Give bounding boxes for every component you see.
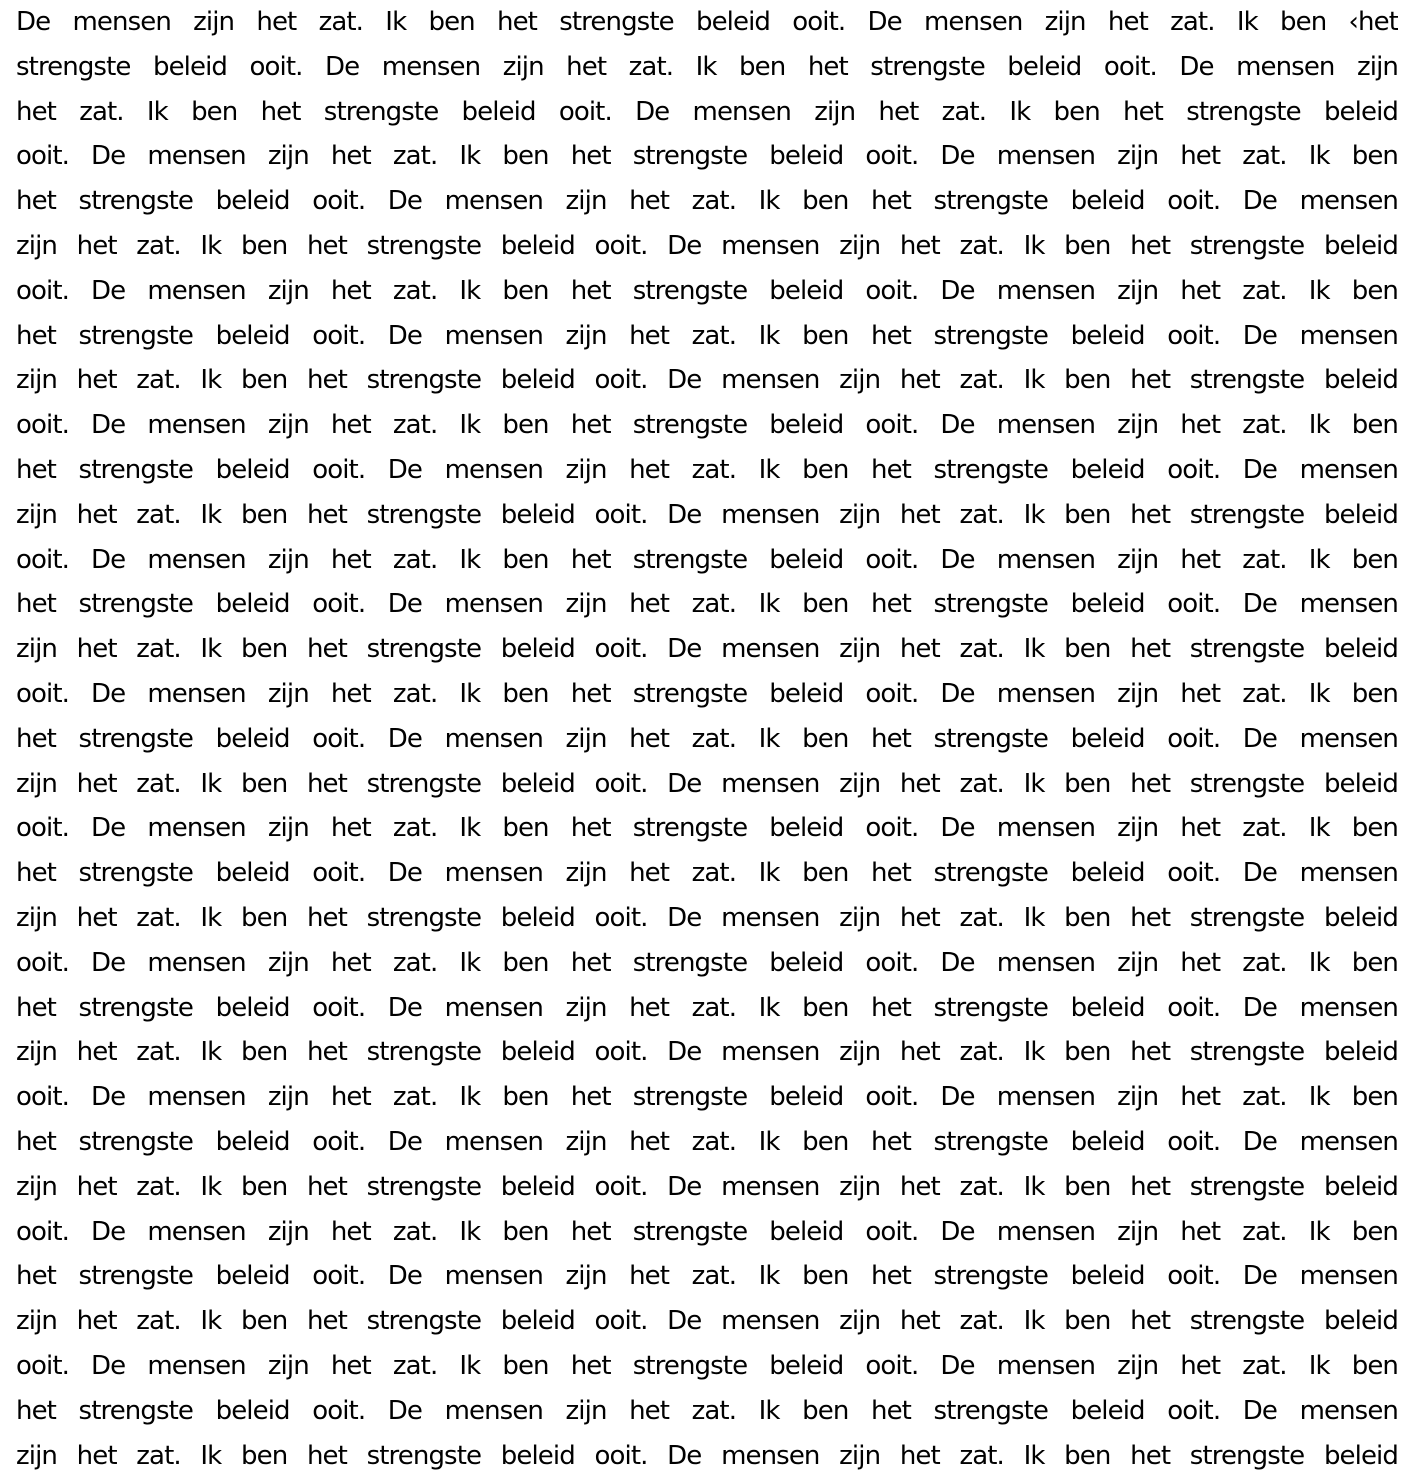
text-line: het zat. Ik ben het strengste beleid ooit. De mensen zijn het zat. Ik ben het strengste beleid — [16, 96, 1398, 127]
text-line: ooit. De mensen zijn het zat. Ik ben het strengste beleid ooit. De mensen zijn het zat. Ik ben — [16, 141, 1398, 172]
text-line: zijn het zat. Ik ben het strengste beleid ooit. De mensen zijn het zat. Ik ben het strengste beleid — [16, 365, 1398, 396]
text-line: het strengste beleid ooit. De mensen zijn het zat. Ik ben het strengste beleid ooit. De mensen — [16, 1261, 1398, 1292]
text-line: het strengste beleid ooit. De mensen zijn het zat. Ik ben het strengste beleid ooit. De mensen — [16, 454, 1398, 485]
text-line: het strengste beleid ooit. De mensen zijn het zat. Ik ben het strengste beleid ooit. De mensen — [16, 589, 1398, 620]
text-line: ooit. De mensen zijn het zat. Ik ben het strengste beleid ooit. De mensen zijn het zat. Ik ben — [16, 544, 1398, 575]
text-line: ooit. De mensen zijn het zat. Ik ben het strengste beleid ooit. De mensen zijn het zat. Ik ben — [16, 1082, 1398, 1113]
text-line: zijn het zat. Ik ben het strengste beleid ooit. De mensen zijn het zat. Ik ben het strengste beleid — [16, 1171, 1398, 1202]
text-line: zijn het zat. Ik ben het strengste beleid ooit. De mensen zijn het zat. Ik ben het strengste beleid — [16, 1037, 1398, 1068]
text-line: zijn het zat. Ik ben het strengste beleid ooit. De mensen zijn het zat. Ik ben het strengste beleid — [16, 768, 1398, 799]
text-line: zijn het zat. Ik ben het strengste beleid ooit. De mensen zijn het zat. Ik ben het strengste beleid — [16, 230, 1398, 261]
text-line: zijn het zat. Ik ben het strengste beleid ooit. De mensen zijn het zat. Ik ben het strengste beleid — [16, 499, 1398, 530]
text-line: ooit. De mensen zijn het zat. Ik ben het strengste beleid ooit. De mensen zijn het zat. Ik ben — [16, 1216, 1398, 1247]
document-body — [16, 0, 1398, 1482]
text-line: het strengste beleid ooit. De mensen zijn het zat. Ik ben het strengste beleid ooit. De mensen — [16, 723, 1398, 754]
text-line: ooit. De mensen zijn het zat. Ik ben het strengste beleid ooit. De mensen zijn het zat. Ik ben — [16, 947, 1398, 978]
text-line: De mensen zijn het zat. Ik ben het strengste beleid ooit. De mensen zijn het zat. Ik ben ‹het — [16, 7, 1398, 37]
text-line: het strengste beleid ooit. De mensen zijn het zat. Ik ben het strengste beleid ooit. De mensen — [16, 858, 1398, 889]
text-line: ooit. De mensen zijn het zat. Ik ben het strengste beleid ooit. De mensen zijn het zat. Ik ben — [16, 813, 1398, 844]
text-line: het strengste beleid ooit. De mensen zijn het zat. Ik ben het strengste beleid ooit. De mensen — [16, 1395, 1398, 1426]
text-line: ooit. De mensen zijn het zat. Ik ben het strengste beleid ooit. De mensen zijn het zat. Ik ben — [16, 1350, 1398, 1381]
text-line: zijn het zat. Ik ben het strengste beleid ooit. De mensen zijn het zat. Ik ben het strengste beleid — [16, 1440, 1398, 1471]
text-line: zijn het zat. Ik ben het strengste beleid ooit. De mensen zijn het zat. Ik ben het strengste beleid — [16, 1306, 1398, 1337]
text-line: zijn het zat. Ik ben het strengste beleid ooit. De mensen zijn het zat. Ik ben het strengste beleid — [16, 634, 1398, 665]
text-line: het strengste beleid ooit. De mensen zijn het zat. Ik ben het strengste beleid ooit. De mensen — [16, 320, 1398, 351]
text-line: strengste beleid ooit. De mensen zijn het zat. Ik ben het strengste beleid ooit. De mensen zijn — [16, 51, 1398, 82]
text-line: het strengste beleid ooit. De mensen zijn het zat. Ik ben het strengste beleid ooit. De mensen — [16, 186, 1398, 217]
text-line: ooit. De mensen zijn het zat. Ik ben het strengste beleid ooit. De mensen zijn het zat. Ik ben — [16, 410, 1398, 441]
text-line: ooit. De mensen zijn het zat. Ik ben het strengste beleid ooit. De mensen zijn het zat. Ik ben — [16, 275, 1398, 306]
text-line: het strengste beleid ooit. De mensen zijn het zat. Ik ben het strengste beleid ooit. De mensen — [16, 1126, 1398, 1157]
text-line: zijn het zat. Ik ben het strengste beleid ooit. De mensen zijn het zat. Ik ben het strengste beleid — [16, 902, 1398, 933]
text-line: het strengste beleid ooit. De mensen zijn het zat. Ik ben het strengste beleid ooit. De mensen — [16, 992, 1398, 1023]
text-line: ooit. De mensen zijn het zat. Ik ben het strengste beleid ooit. De mensen zijn het zat. Ik ben — [16, 678, 1398, 709]
